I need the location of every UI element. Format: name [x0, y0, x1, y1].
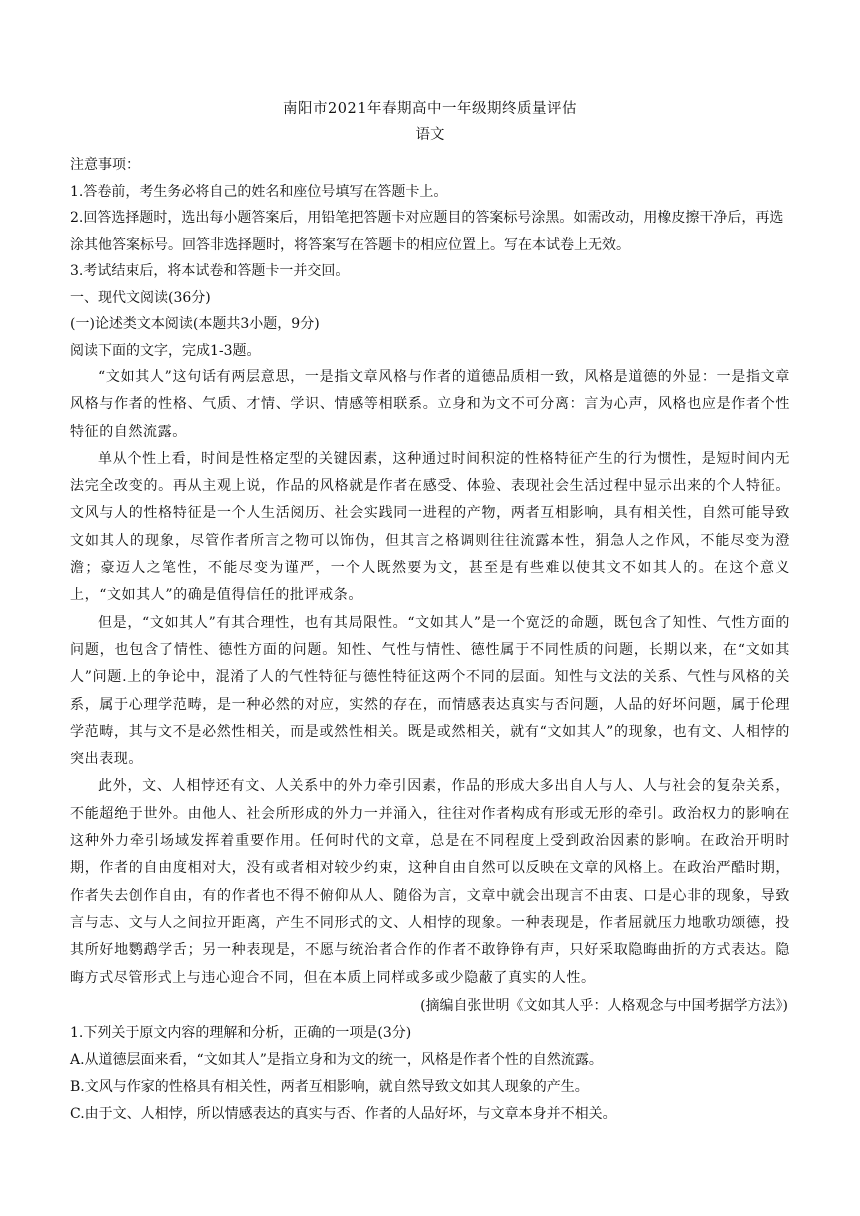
article-source: (摘编自张世明《文如其人乎：人格观念与中国考据学方法》)	[420, 997, 788, 1014]
notice-item: 3.考试结束后，将本试卷和答题卡一并交回。	[70, 263, 350, 279]
section-heading: 一、现代文阅读(36分)	[70, 289, 211, 306]
question-stem: 1.下列关于原文内容的理解和分析，正确的一项是(3分)	[70, 1024, 412, 1041]
article-paragraph: 此外，文、人相悖还有文、人关系中的外力牵引因素，作品的形成大多出自人与人、人与社会的复杂关系，不能超绝于世外。由他人、社会所形成的外力一并涌入，往往对作者构成有形或无形的牵引。政治权力的影响在这种外力牵引场域发挥着重要作用。任何时代的文章，总是在不同程度上受到政治因素的影响。在政治开明时期，作者的自由度相对大，没有或者相对较少约束，这种自由自然可以反映在文章的风格上。在政治严酷时期，作者失去创作自由，有的作者也不得不俯仰从人、随俗为言，文章中就会出现言不由衷、口是心非的现象，导致言与志、文与人之间拉开距离，产生不同形式的文、人相悖的现象。一种表现是，作者屈就压力地歌功颂德，投其所好地鹦鹉学舌；另一种表现是，不愿与统治者合作的作者不敢铮铮有声，只好采取隐晦曲折的方式表达。隐晦方式尽管形式上与违心迎合不同，但在本质上同样或多或少隐蔽了真实的人性。	[70, 778, 790, 986]
answer-option: A.从道德层面来看，“文如其人”是指立身和为文的统一，风格是作者个性的自然流露。	[70, 1051, 603, 1068]
exam-title: 南阳市2021年春期高中一年级期终质量评估	[283, 101, 577, 117]
section-subheading: (一)论述类文本阅读(本题共3小题，9分)	[70, 316, 320, 332]
notice-section	[70, 152, 790, 285]
question-1	[70, 1020, 790, 1128]
answer-option: C.由于文、人相悖，所以情感表达的真实与否、作者的人品好坏，与文章本身并不相关。	[70, 1105, 617, 1122]
article-paragraph: “文如其人”这句话有两层意思，一是指文章风格与作者的道德品质相一致，风格是道德的外显：一是指文章风格与作者的性格、气质、才情、学识、情感等相联系。立身和为文不可分离：言为心声，风格也应是作者个性特征的自然流露。	[70, 369, 790, 440]
article-paragraph: 单从个性上看，时间是性格定型的关键因素，这种通过时间积淀的性格特征产生的行为惯性，是短时间内无法完全改变的。再从主观上说，作品的风格就是作者在感受、体验、表现社会生活过程中显示出来的个人特征。文风与人的性格特征是一个人生活阅历、社会实践同一进程的产物，两者互相影响，具有相关性，自然可能导致文如其人的现象，尽管作者所言之物可以饰伪，但其言之格调则往往流露本性，狷急人之作风，不能尽变为澄澹；豪迈人之笔性，不能尽变为谨严，一个人既然要为文，甚至是有些难以使其文不如其人的。在这个意义上，“文如其人”的确是值得信任的批评戒条。	[70, 450, 790, 604]
article-paragraph: 但是，“文如其人”有其合理性，也有其局限性。“文如其人”是一个宽泛的命题，既包含了知性、气性方面的问题，也包含了情性、德性方面的问题。知性、气性与情性、德性属于不同性质的问题，长期以来，在“文如其人”问题.上的争论中，混淆了人的气性特征与德性特征这两个不同的层面。知性与文法的关系、气性与风格的关系，属于心理学范畴，是一种必然的对应，实然的存在，而情感表达真实与否问题，人品的好坏问题，属于伦理学范畴，其与文不是必然性相关，而是或然性相关。既是或然相关，就有“文如其人”的现象，也有文、人相悖的突出表现。	[70, 614, 790, 768]
subject-label: 语文	[415, 127, 445, 143]
notice-item: 1.答卷前，考生务必将自己的姓名和座位号填写在答题卡上。	[70, 183, 448, 200]
article-body	[70, 364, 790, 1020]
notice-heading: 注意事项：	[70, 157, 140, 173]
notice-item: 2.回答选择题时，选出每小题答案后，用铅笔把答题卡对应题目的答案标号涂黑。如需改动，用橡皮擦干净后，再选涂其他答案标号。回答非选择题时，将答案写在答题卡的相应位置上。写在本试卷上无效。	[70, 210, 784, 253]
answer-option: B.文风与作家的性格具有相关性，两者互相影响，就自然导致文如其人现象的产生。	[70, 1078, 589, 1095]
reading-section-header	[70, 285, 790, 365]
section-instruction: 阅读下面的文字，完成1-3题。	[70, 342, 261, 359]
